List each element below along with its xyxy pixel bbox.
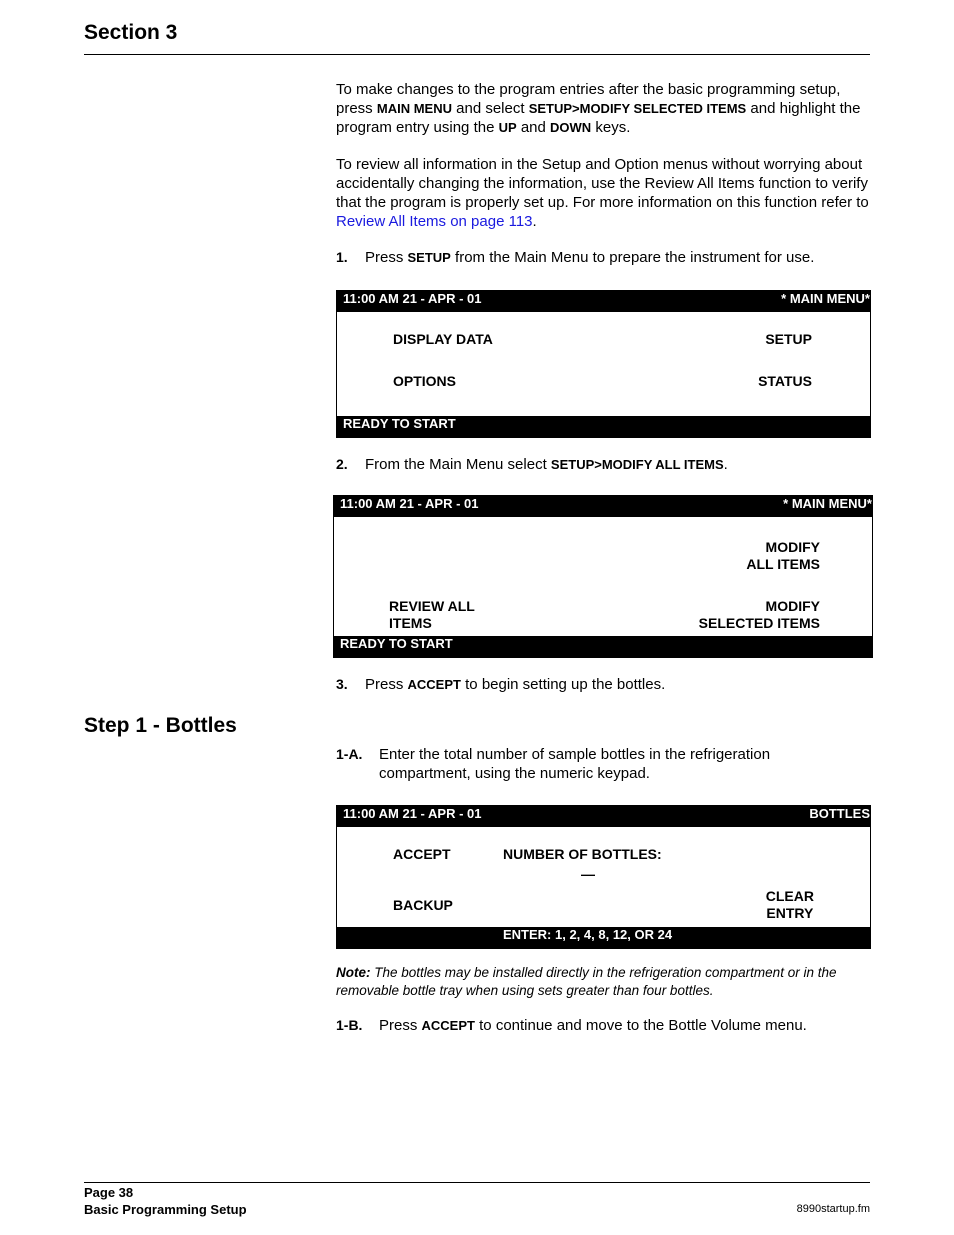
note-text: The bottles may be installed directly in the refrigeration compartment or in the removable bottle tray when using sets greater than four bottles. <box>336 965 837 998</box>
screen-status: READY TO START <box>340 636 453 651</box>
header-rule <box>84 54 870 55</box>
label-line: ITEMS <box>389 615 432 631</box>
label-line: REVIEW ALL <box>389 598 475 614</box>
key-accept: ACCEPT <box>421 1018 475 1033</box>
main-menu-screen <box>336 290 871 438</box>
step-number: 2. <box>336 456 348 472</box>
bottles-screen <box>336 805 871 949</box>
screen-title-bar <box>334 496 872 517</box>
option-options[interactable]: OPTIONS <box>393 373 457 389</box>
option-review-all-items[interactable] <box>389 598 475 632</box>
screen-status: ENTER: 1, 2, 4, 8, 12, OR 24 <box>503 927 673 942</box>
text: To make changes to the program entries after the basic programming setup, press <box>336 81 841 117</box>
footer-rule <box>84 1182 870 1183</box>
text: Press <box>365 249 408 266</box>
step-number: 1-B. <box>336 1017 363 1033</box>
step-2 <box>336 455 728 474</box>
key-accept: ACCEPT <box>407 677 461 692</box>
step-number: 1-A. <box>336 746 363 762</box>
text: . <box>532 213 537 230</box>
footer-title: Basic Programming Setup <box>84 1202 247 1217</box>
step-text: Enter the total number of sample bottles in the refrigeration compartment, using the numeric keypad. <box>379 746 771 782</box>
text: . <box>723 456 728 473</box>
number-of-bottles-field[interactable]: — <box>581 866 595 882</box>
screen-status: READY TO START <box>343 416 456 431</box>
text: keys. <box>591 119 631 136</box>
option-clear-entry[interactable] <box>766 888 814 922</box>
step-number: 3. <box>336 676 348 692</box>
step-1-heading: Step 1 - Bottles <box>84 714 237 737</box>
text: and highlight the program entry using the <box>336 100 861 136</box>
note <box>336 964 876 1000</box>
step-3 <box>336 675 665 694</box>
footer-filename: 8990startup.fm <box>796 1203 870 1215</box>
screen-time: 11:00 AM 21 - APR - 01 <box>343 806 482 821</box>
option-modify-selected-items[interactable] <box>699 598 820 632</box>
label-line: MODIFY <box>765 539 820 555</box>
label-line: ENTRY <box>766 905 814 921</box>
screen-status-bar <box>337 416 870 437</box>
screen-title-bar <box>337 806 870 827</box>
screen-status-bar <box>334 636 872 657</box>
label-line: SELECTED ITEMS <box>698 615 820 631</box>
number-of-bottles-label: NUMBER OF BOTTLES: <box>503 846 662 862</box>
screen-title: * MAIN MENU* <box>783 496 872 511</box>
main-menu-modify-screen <box>333 495 873 658</box>
section-title: Section 3 <box>84 21 178 44</box>
text: Press <box>379 1017 422 1034</box>
text: from the Main Menu to prepare the instrument for use. <box>450 249 815 266</box>
review-all-items-link[interactable]: Review All Items on page 113 <box>336 213 533 230</box>
text: and <box>516 119 551 136</box>
screen-title-bar <box>337 291 870 312</box>
key-setup-modify-selected: SETUP>MODIFY SELECTED ITEMS <box>528 101 747 116</box>
key-up: UP <box>498 120 517 135</box>
text: to begin setting up the bottles. <box>460 676 666 693</box>
step-1 <box>336 248 814 267</box>
key-main-menu: MAIN MENU <box>376 101 452 116</box>
text: To review all information in the Setup and Option menus without worrying about accidentally changing the information, use the Review All Items function to verify that the program is properly set up. For more information on this function refer to <box>336 156 869 211</box>
text: and select <box>451 100 529 117</box>
screen-title: BOTTLES <box>809 806 870 821</box>
option-accept[interactable]: ACCEPT <box>393 846 451 862</box>
key-down: DOWN <box>550 120 592 135</box>
intro-paragraph-1 <box>336 80 872 137</box>
step-1a <box>336 745 876 783</box>
key-setup-modify-all: SETUP>MODIFY ALL ITEMS <box>550 457 724 472</box>
intro-paragraph-2 <box>336 155 872 231</box>
screen-status-bar <box>337 927 870 948</box>
label-line: ALL ITEMS <box>746 556 820 572</box>
text: to continue and move to the Bottle Volume menu. <box>474 1017 807 1034</box>
step-1b <box>336 1016 807 1035</box>
screen-title: * MAIN MENU* <box>781 291 870 306</box>
screen-time: 11:00 AM 21 - APR - 01 <box>343 291 482 306</box>
option-backup[interactable]: BACKUP <box>393 897 453 913</box>
screen-time: 11:00 AM 21 - APR - 01 <box>340 496 479 511</box>
label-line: MODIFY <box>765 598 820 614</box>
label-line: CLEAR <box>765 888 814 904</box>
option-modify-all-items[interactable] <box>746 539 820 573</box>
text: From the Main Menu select <box>365 456 551 473</box>
footer-page: Page 38 <box>84 1185 134 1200</box>
text: Press <box>365 676 408 693</box>
step-number: 1. <box>336 249 348 265</box>
option-display-data[interactable]: DISPLAY DATA <box>393 331 493 347</box>
option-setup[interactable]: SETUP <box>765 331 812 347</box>
key-setup: SETUP <box>407 250 451 265</box>
option-status[interactable]: STATUS <box>758 373 812 389</box>
note-label: Note: <box>336 965 371 980</box>
